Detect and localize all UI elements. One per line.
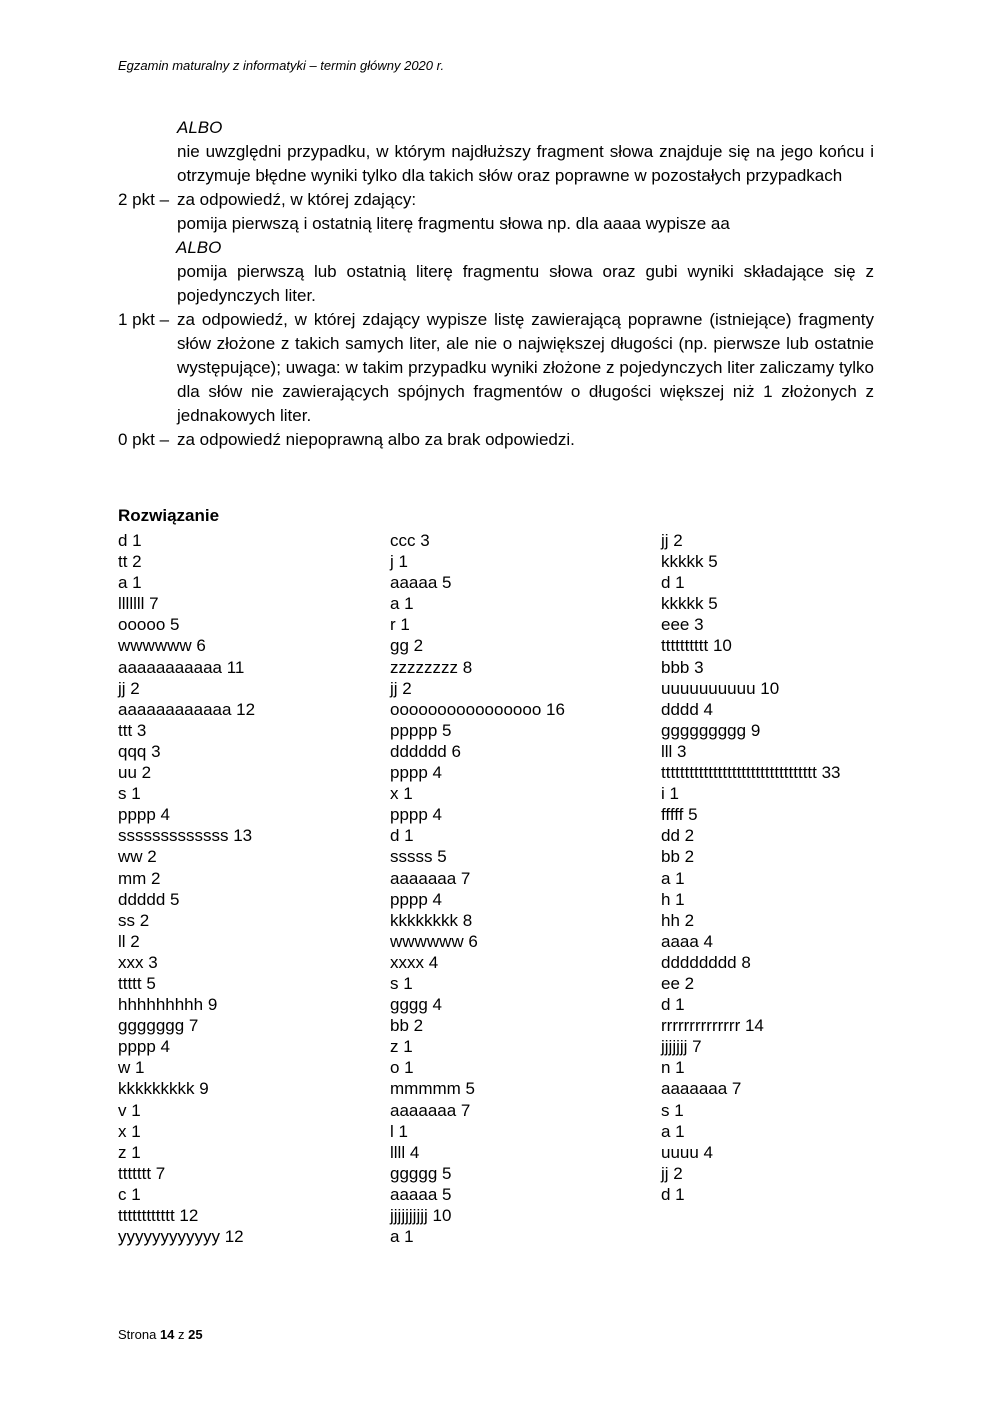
result-item: a 1 [661,1121,685,1141]
result-item: r 1 [390,615,410,635]
criterion-2pkt-b: pomija pierwszą lub ostatnią literę fragmentu słowa oraz gubi wyniki składające się z pojedynczych liter. [177,262,874,305]
result-item: x 1 [390,784,413,804]
page-number: 14 [159,1327,175,1342]
points-label: 1 pkt – [118,310,170,329]
result-item: sssssssssssss 13 [118,826,253,846]
result-item: eee 3 [661,615,704,635]
result-item: o 1 [390,1058,414,1078]
result-item: ttttttt 7 [118,1163,166,1183]
result-item: ttt 3 [118,720,147,740]
result-item: pppp 4 [390,763,442,783]
result-item: a 1 [390,594,414,614]
result-item: ddddd 5 [118,889,180,909]
result-item: kkkkkkkk 8 [390,910,473,930]
footer-separator: z [178,1327,185,1342]
result-item: dddd 4 [661,699,713,719]
result-item: xxxx 4 [390,952,439,972]
solution-column-3 [661,530,841,1205]
points-label: 2 pkt – [118,190,170,209]
page-footer [118,1327,203,1342]
result-item: llll 4 [390,1142,420,1162]
solution-column-1 [118,530,255,1247]
criterion-2pkt-a: pomija pierwszą i ostatnią literę fragmentu słowa np. dla aaaa wypisze aa [177,214,730,233]
result-item: fffff 5 [661,805,698,825]
result-item: dddddddd 8 [661,952,751,972]
result-item: aaaaaaa 7 [390,868,471,888]
result-item: tt 2 [118,552,142,572]
result-item: oooooooooooooooo 16 [390,699,565,719]
result-item: tttttttttt 10 [661,636,732,656]
result-item: ggggggggg 9 [661,720,761,740]
result-item: bb 2 [661,847,695,867]
result-item: dd 2 [661,826,695,846]
result-item: lllllll 7 [118,594,159,614]
scoring-criteria [118,116,874,452]
result-item: jjjjjjj 7 [661,1037,702,1057]
points-text: za odpowiedź, w której zdający: [177,190,417,209]
result-item: z 1 [390,1037,413,1057]
result-item: l 1 [390,1121,408,1141]
result-item: hhhhhhhhh 9 [118,995,218,1015]
result-item: ww 2 [118,847,157,867]
result-item: aaaaaaaaaaaa 12 [118,699,256,719]
result-item: uu 2 [118,763,152,783]
result-item: uuuu 4 [661,1142,713,1162]
result-item: ss 2 [118,910,150,930]
result-item: ee 2 [661,973,695,993]
result-item: pppp 4 [390,805,442,825]
result-item: a 1 [390,1227,414,1247]
result-item: kkkkk 5 [661,594,718,614]
result-item: c 1 [118,1184,141,1204]
result-item: jj 2 [661,531,683,550]
result-item: ggggggg 7 [118,1016,199,1036]
result-item: n 1 [661,1058,685,1078]
result-item: zzzzzzzz 8 [390,657,473,677]
result-item: hh 2 [661,910,695,930]
result-item: ccc 3 [390,531,430,550]
result-item: yyyyyyyyyyyy 12 [118,1227,244,1247]
result-item: ggggg 5 [390,1163,452,1183]
result-item: j 1 [390,552,408,572]
result-item: ttttttttttttttttttttttttttttttttt 33 [661,763,841,783]
result-item: h 1 [661,889,685,909]
result-item: aaaaa 5 [390,573,452,593]
result-item: s 1 [661,1100,684,1120]
result-item: d 1 [118,531,142,550]
result-item: aaaa 4 [661,931,713,951]
result-item: jj 2 [390,678,412,698]
result-item: pppp 4 [390,889,442,909]
criterion-1pkt [118,308,874,428]
result-item: pppp 4 [118,805,170,825]
result-item: a 1 [661,868,685,888]
footer-prefix: Strona [118,1327,157,1342]
result-item: jjjjjjjjjj 10 [390,1206,452,1225]
result-item: d 1 [661,1184,685,1204]
solution-column-2 [390,530,565,1247]
result-item: ppppp 5 [390,720,452,740]
result-item: aaaaaaa 7 [390,1100,471,1120]
result-item: gggg 4 [390,995,442,1015]
points-label: 0 pkt – [118,430,170,449]
result-item: d 1 [661,573,685,593]
result-item: mmmmm 5 [390,1079,475,1099]
result-item: dddddd 6 [390,741,461,761]
result-item: aaaaaaaaaaa 11 [118,657,245,677]
result-item: bb 2 [390,1016,424,1036]
result-item: ll 2 [118,931,140,951]
result-item: aaaaaaa 7 [661,1079,742,1099]
result-item: x 1 [118,1121,141,1141]
result-item: ttttt 5 [118,973,156,993]
result-item: mm 2 [118,868,161,888]
criterion-paragraph: nie uwzględni przypadku, w którym najdłuższy fragment słowa znajduje się na jego końcu i otrzymuje błędne wyniki tylko dla takich słów oraz poprawne w pozostałych przypadkach [177,142,874,185]
page-total: 25 [188,1327,203,1342]
result-item: wwwwww 6 [390,931,478,951]
result-item: sssss 5 [390,847,447,867]
result-item: z 1 [118,1142,141,1162]
result-item: w 1 [118,1058,145,1078]
result-item: a 1 [118,573,142,593]
page-header: Egzamin maturalny z informatyki – termin główny 2020 r. [118,58,445,73]
result-item: aaaaa 5 [390,1184,452,1204]
result-item: qqq 3 [118,741,161,761]
result-item: s 1 [118,784,141,804]
result-item: ooooo 5 [118,615,180,635]
result-item: d 1 [390,826,414,846]
albo-label: ALBO [176,238,222,257]
result-item: lll 3 [661,741,687,761]
result-item: gg 2 [390,636,424,656]
criterion-2pkt [118,188,874,212]
result-item: jj 2 [118,678,140,698]
result-item: tttttttttttt 12 [118,1206,199,1225]
result-item: kkkkkkkkk 9 [118,1079,209,1099]
points-text: za odpowiedź, w której zdający wypisze listę zawierającą poprawne (istniejące) fragmenty słów złożone z takich samych liter, ale nie o największej długości (np. pierwsze lub ostatnie występujące); uwaga: w takim przypadku wyniki złożone z pojedynczych liter zaliczamy tylko dla słów nie zawierających spójnych fragmentów o długości większej niż 1 złożonych z jednakowych liter. [177,310,874,425]
result-item: pppp 4 [118,1037,170,1057]
result-item: kkkkk 5 [661,552,718,572]
result-item: s 1 [390,973,413,993]
result-item: wwwwww 6 [118,636,206,656]
result-item: bbb 3 [661,657,704,677]
albo-label: ALBO [177,118,223,137]
result-item: jj 2 [661,1163,683,1183]
result-item: rrrrrrrrrrrrrr 14 [661,1016,764,1036]
result-item: uuuuuuuuuu 10 [661,678,780,698]
result-item: v 1 [118,1100,141,1120]
result-item: d 1 [661,995,685,1015]
points-text: za odpowiedź niepoprawną albo za brak odpowiedzi. [177,430,575,449]
result-item: i 1 [661,784,679,804]
result-item: xxx 3 [118,952,158,972]
criterion-0pkt [118,428,874,452]
solution-title: Rozwiązanie [118,506,220,525]
